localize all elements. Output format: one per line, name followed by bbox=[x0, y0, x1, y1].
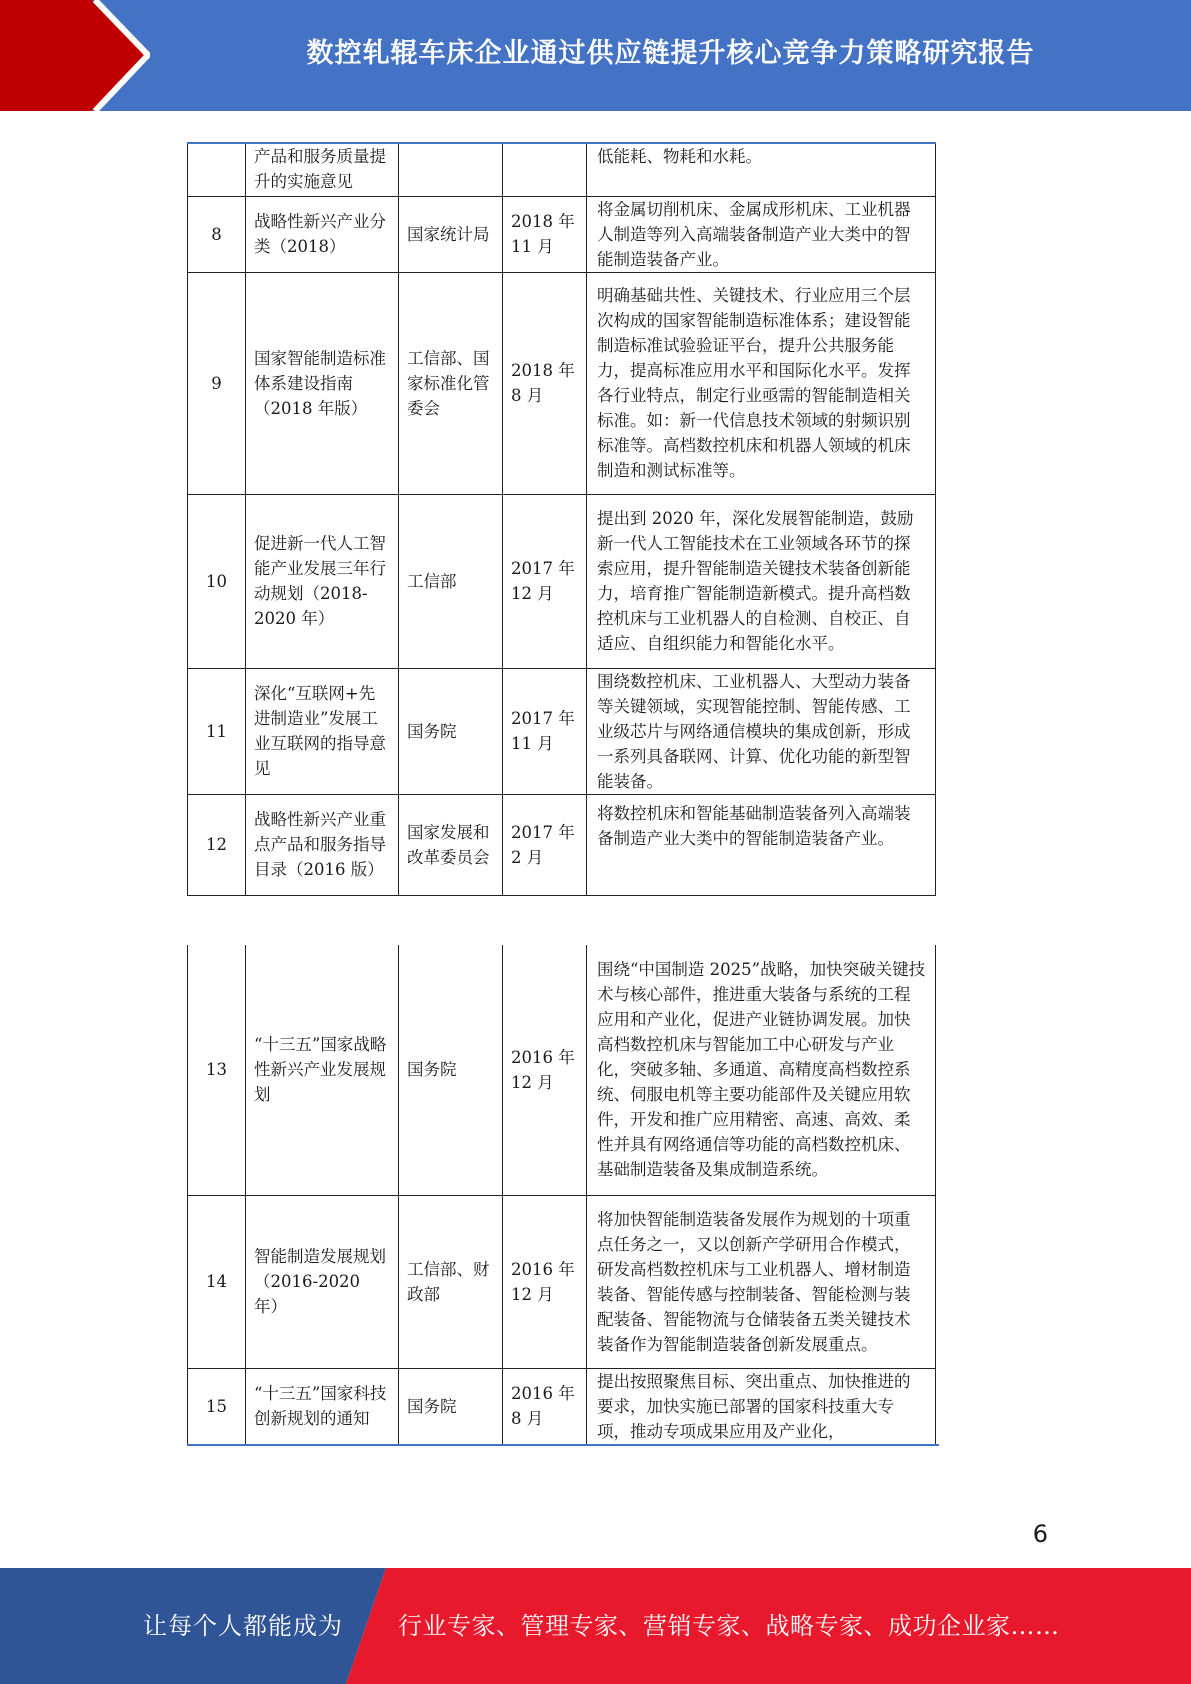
issuing-department: 国务院 bbox=[399, 668, 503, 794]
policy-name: 战略性新兴产业重点产品和服务指导目录（2016 版） bbox=[246, 794, 399, 895]
issuing-department: 工信部、财政部 bbox=[399, 1195, 503, 1368]
table-row bbox=[188, 1195, 936, 1368]
issuing-department: 工信部、国家标准化管委会 bbox=[399, 272, 503, 494]
policy-content: 将加快智能制造装备发展作为规划的十项重点任务之一，又以创新产学研用合作模式，研发高档数控机床与工业机器人、增材制造装备、智能传感与控制装备、智能检测与装配装备、智能物流与仓储装备五类关键技术装备作为智能制造装备创新发展重点。 bbox=[587, 1195, 936, 1368]
policy-name: 战略性新兴产业分类（2018） bbox=[246, 196, 399, 272]
policy-name: 国家智能制造标准体系建设指南（2018 年版） bbox=[246, 272, 399, 494]
policy-name: 产品和服务质量提升的实施意见 bbox=[246, 143, 399, 196]
policy-name: “十三五”国家科技创新规划的通知 bbox=[246, 1368, 399, 1445]
table-bottom-rule bbox=[187, 1444, 939, 1446]
issue-date: 2016 年 8 月 bbox=[503, 1368, 587, 1445]
issuing-department bbox=[399, 143, 503, 196]
issue-date: 2016 年 12 月 bbox=[503, 945, 587, 1195]
table-row bbox=[188, 494, 936, 668]
policy-table-part1 bbox=[187, 142, 936, 896]
row-number: 8 bbox=[188, 196, 246, 272]
policy-content: 将金属切削机床、金属成形机床、工业机器人制造等列入高端装备制造产业大类中的智能制造装备产业。 bbox=[587, 196, 936, 272]
page-number: 6 bbox=[1032, 1520, 1048, 1548]
issuing-department: 国务院 bbox=[399, 945, 503, 1195]
table-row bbox=[188, 1368, 936, 1445]
issuing-department: 国家统计局 bbox=[399, 196, 503, 272]
issue-date: 2016 年 12 月 bbox=[503, 1195, 587, 1368]
row-number bbox=[188, 143, 246, 196]
policy-content: 提出按照聚焦目标、突出重点、加快推进的要求，加快实施已部署的国家科技重大专项，推动专项成果应用及产业化， bbox=[587, 1368, 936, 1445]
issuing-department: 工信部 bbox=[399, 494, 503, 668]
page-footer bbox=[0, 1568, 1191, 1684]
policy-name: 智能制造发展规划（2016-2020 年） bbox=[246, 1195, 399, 1368]
row-number: 14 bbox=[188, 1195, 246, 1368]
policy-content: 围绕数控机床、工业机器人、大型动力装备等关键领域，实现智能控制、智能传感、工业级芯片与网络通信模块的集成创新，形成一系列具备联网、计算、优化功能的新型智能装备。 bbox=[587, 668, 936, 794]
issue-date: 2017 年 2 月 bbox=[503, 794, 587, 895]
issuing-department: 国家发展和改革委员会 bbox=[399, 794, 503, 895]
issue-date: 2017 年 11 月 bbox=[503, 668, 587, 794]
table-row bbox=[188, 196, 936, 272]
row-number: 9 bbox=[188, 272, 246, 494]
issuing-department: 国务院 bbox=[399, 1368, 503, 1445]
policy-content: 将数控机床和智能基础制造装备列入高端装备制造产业大类中的智能制造装备产业。 bbox=[587, 794, 936, 895]
table-row bbox=[188, 143, 936, 196]
issue-date: 2018 年 11 月 bbox=[503, 196, 587, 272]
table-row bbox=[188, 794, 936, 895]
issue-date: 2017 年 12 月 bbox=[503, 494, 587, 668]
issue-date: 2018 年 8 月 bbox=[503, 272, 587, 494]
row-number: 13 bbox=[188, 945, 246, 1195]
policy-name: “十三五”国家战略性新兴产业发展规划 bbox=[246, 945, 399, 1195]
report-title: 数控轧辊车床企业通过供应链提升核心竞争力策略研究报告 bbox=[306, 37, 1035, 69]
footer-slogan-left: 让每个人都能成为 bbox=[143, 1612, 343, 1640]
table-row bbox=[188, 272, 936, 494]
row-number: 11 bbox=[188, 668, 246, 794]
policy-content: 明确基础共性、关键技术、行业应用三个层次构成的国家智能制造标准体系；建设智能制造标准试验验证平台，提升公共服务能力，提高标准应用水平和国际化水平。发挥各行业特点，制定行业亟需的智能制造相关标准。如：新一代信息技术领域的射频识别标准等。高档数控机床和机器人领域的机床制造和测试标准等。 bbox=[587, 272, 936, 494]
footer-slogan-right: 行业专家、管理专家、营销专家、战略专家、成功企业家…… bbox=[398, 1612, 1060, 1640]
policy-content: 围绕“中国制造 2025”战略，加快突破关键技术与核心部件，推进重大装备与系统的工程应用和产业化，促进产业链协调发展。加快高档数控机床与智能加工中心研发与产业化，突破多轴、多通道、高精度高档数控系统、伺服电机等主要功能部件及关键应用软件，开发和推广应用精密、高速、高效、柔性并具有网络通信等功能的高档数控机床、基础制造装备及集成制造系统。 bbox=[587, 945, 936, 1195]
row-number: 15 bbox=[188, 1368, 246, 1445]
policy-name: 促进新一代人工智能产业发展三年行动规划（2018-2020 年） bbox=[246, 494, 399, 668]
policy-content: 提出到 2020 年，深化发展智能制造，鼓励新一代人工智能技术在工业领域各环节的探索应用，提升智能制造关键技术装备创新能力，培育推广智能制造新模式。提升高档数控机床与工业机器人的自检测、自校正、自适应、自组织能力和智能化水平。 bbox=[587, 494, 936, 668]
row-number: 10 bbox=[188, 494, 246, 668]
policy-table-part2 bbox=[187, 945, 936, 1446]
table-row bbox=[188, 945, 936, 1195]
policy-content: 低能耗、物耗和水耗。 bbox=[587, 143, 936, 196]
row-number: 12 bbox=[188, 794, 246, 895]
page-header bbox=[0, 0, 1191, 111]
table-row bbox=[188, 668, 936, 794]
header-red-chevron-decoration bbox=[0, 0, 150, 111]
policy-name: 深化“互联网+先进制造业”发展工业互联网的指导意见 bbox=[246, 668, 399, 794]
issue-date bbox=[503, 143, 587, 196]
